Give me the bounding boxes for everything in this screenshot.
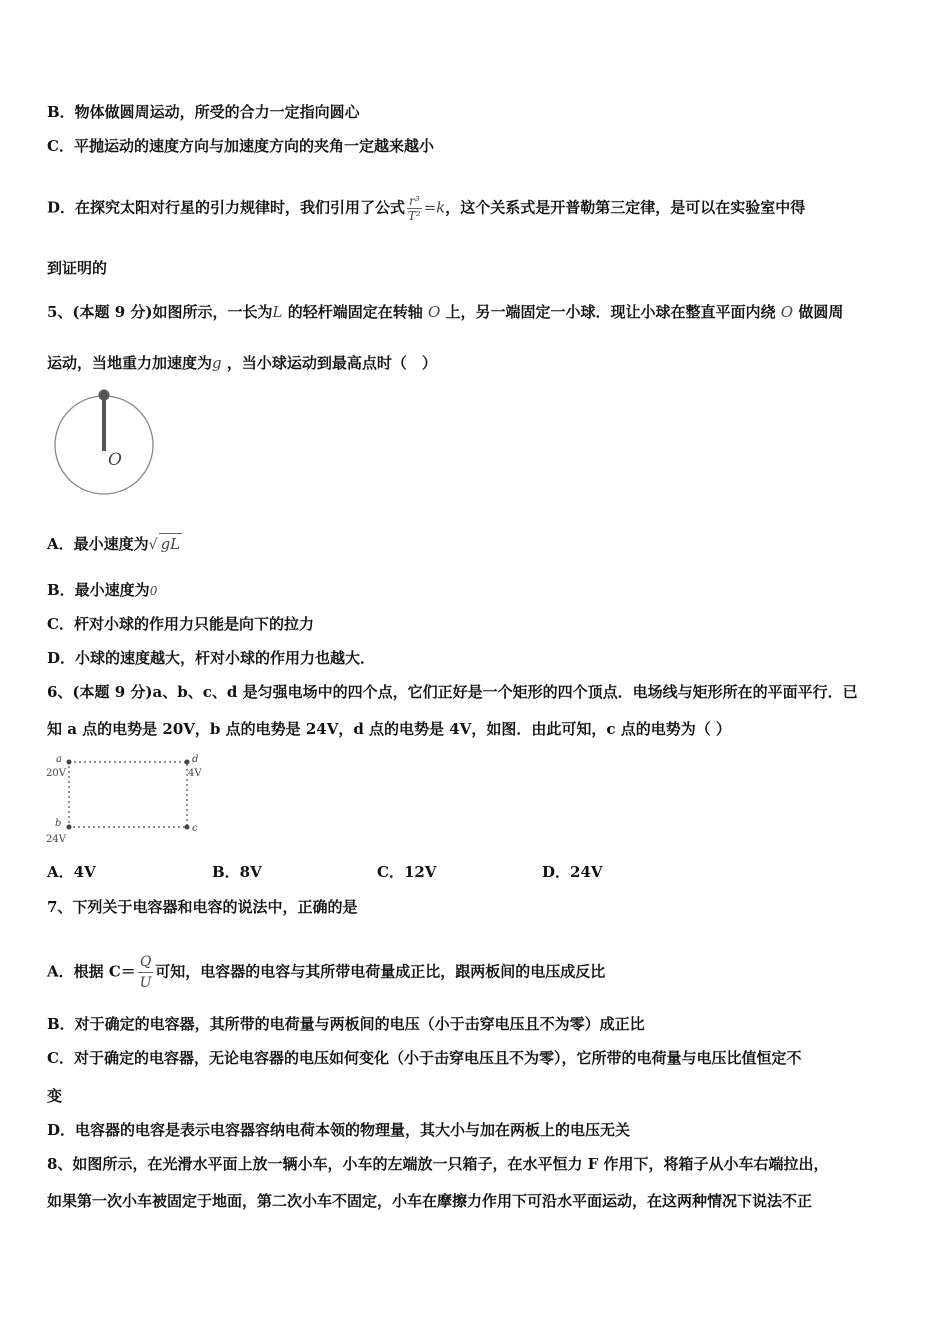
q4-option-c: C．平抛运动的速度方向与加速度方向的夹角一定越来越小: [47, 137, 434, 155]
q6-stem-line1: 6、(本题 9 分)a、b、c、d 是匀强电场中的四个点，它们正好是一个矩形的四个顶点．电场线与矩形所在的平面平行．已: [47, 683, 858, 701]
q7-option-a: [47, 952, 906, 993]
kepler-formula-denominator: T²: [407, 209, 421, 223]
q8-stem-line1: 8、如图所示，在光滑水平面上放一辆小车，小车的左端放一只箱子，在水平恒力 F 作用下，将箱子从小车右端拉出，: [47, 1155, 829, 1173]
q5-stem-line1: [47, 302, 906, 322]
label-b-potential: 24V: [46, 834, 66, 845]
q5-stem-d: 做圆周: [798, 303, 844, 321]
q7-option-d: D．电容器的电容是表示电容器容纳电荷本领的物理量，其大小与加在两板上的电压无关: [47, 1121, 631, 1139]
ball: [99, 390, 110, 401]
q4-option-d: [47, 194, 906, 223]
var-g: g: [212, 354, 222, 372]
q5-stem-line2: [47, 353, 906, 373]
q5-stem-b: 的轻杆端固定在转轴: [287, 303, 423, 321]
q7-option-c-continued: 变: [47, 1087, 63, 1105]
q5-option-a-text: A．最小速度为: [47, 535, 149, 553]
q5-stem-e: 运动，当地重力加速度为: [47, 354, 213, 372]
q6-option-b: B．8V: [212, 863, 262, 881]
q7-option-c: C．对于确定的电容器，无论电容器的电压如何变化（小于击穿电压且不为零），它所带的电荷量与电压比值恒定不: [47, 1049, 802, 1067]
q5-stem-a: 5、(本题 9 分)如图所示，一长为: [47, 303, 273, 321]
kepler-formula-eq: =k: [423, 198, 446, 217]
label-b: b: [55, 818, 62, 829]
var-O2: O: [780, 303, 794, 321]
point-d: [185, 760, 190, 765]
q6-stem-line2: 知 a 点的电势是 20V，b 点的电势是 24V，d 点的电势是 4V，如图．由此可知，c 点的电势为（ ）: [47, 720, 731, 738]
point-c: [185, 825, 190, 830]
q5-option-a: [47, 533, 906, 555]
q4-option-d-text-2: ，这个关系式是开普勒第三定律，是可以在实验室中得: [445, 198, 806, 217]
q6-option-c: C．12V: [377, 863, 437, 881]
zero-value: 0: [149, 584, 158, 598]
q7-option-a-text-2: 可知，电容器的电容与其所带电荷量成正比，跟两板间的电压成反比: [155, 962, 606, 981]
label-a: a: [56, 754, 62, 765]
q5-option-c: C．杆对小球的作用力只能是向下的拉力: [47, 615, 314, 633]
sqrt-sign: √: [148, 537, 158, 553]
q6-option-d: D．24V: [542, 863, 603, 881]
q7-option-b: B．对于确定的电容器，其所带的电荷量与两板间的电压（小于击穿电压且不为零）成正比: [47, 1015, 645, 1033]
kepler-formula-numerator: r³: [409, 194, 420, 208]
q5-stem-f: ，当小球运动到最高点时（ ）: [226, 354, 437, 372]
q8-stem-line2: 如果第一次小车被固定于地面，第二次小车不固定，小车在摩擦力作用下可沿水平面运动，在这两种情况下说法不正: [47, 1192, 813, 1210]
q4-option-b: B．物体做圆周运动，所受的合力一定指向圆心: [47, 103, 360, 121]
capacitance-numerator: Q: [138, 952, 153, 973]
point-b: [67, 825, 72, 830]
label-a-potential: 20V: [46, 768, 66, 779]
dashed-rectangle: [69, 762, 187, 827]
label-d: d: [192, 754, 199, 765]
capacitance-formula: [138, 952, 153, 993]
q4-option-d-text: D．在探究太阳对行星的引力规律时，我们引用了公式: [47, 198, 406, 217]
var-L: L: [272, 303, 283, 321]
label-c: c: [192, 823, 198, 834]
var-O: O: [427, 303, 441, 321]
q5-option-b-text: B．最小速度为: [47, 581, 150, 599]
q7-option-a-text: A．根据 C＝: [47, 962, 136, 981]
kepler-formula: [407, 194, 422, 223]
label-d-potential: 4V: [188, 768, 202, 779]
q6-option-a: A．4V: [47, 863, 96, 881]
q4-option-d-continued: 到证明的: [47, 259, 108, 277]
q5-option-b: [47, 580, 906, 601]
point-a: [67, 760, 72, 765]
capacitance-denominator: U: [139, 975, 152, 991]
sqrt-gl: gL: [160, 535, 181, 553]
q6-rectangle-figure: [44, 752, 214, 850]
q5-option-d: D．小球的速度越大，杆对小球的作用力也越大．: [47, 649, 376, 667]
q7-stem: 7、下列关于电容器和电容的说法中，正确的是: [47, 898, 358, 916]
pivot-label: O: [108, 450, 122, 470]
q5-rod-circle-figure: [52, 385, 158, 501]
q5-stem-c: 上，另一端固定一小球．现让小球在整直平面内绕: [445, 303, 776, 321]
